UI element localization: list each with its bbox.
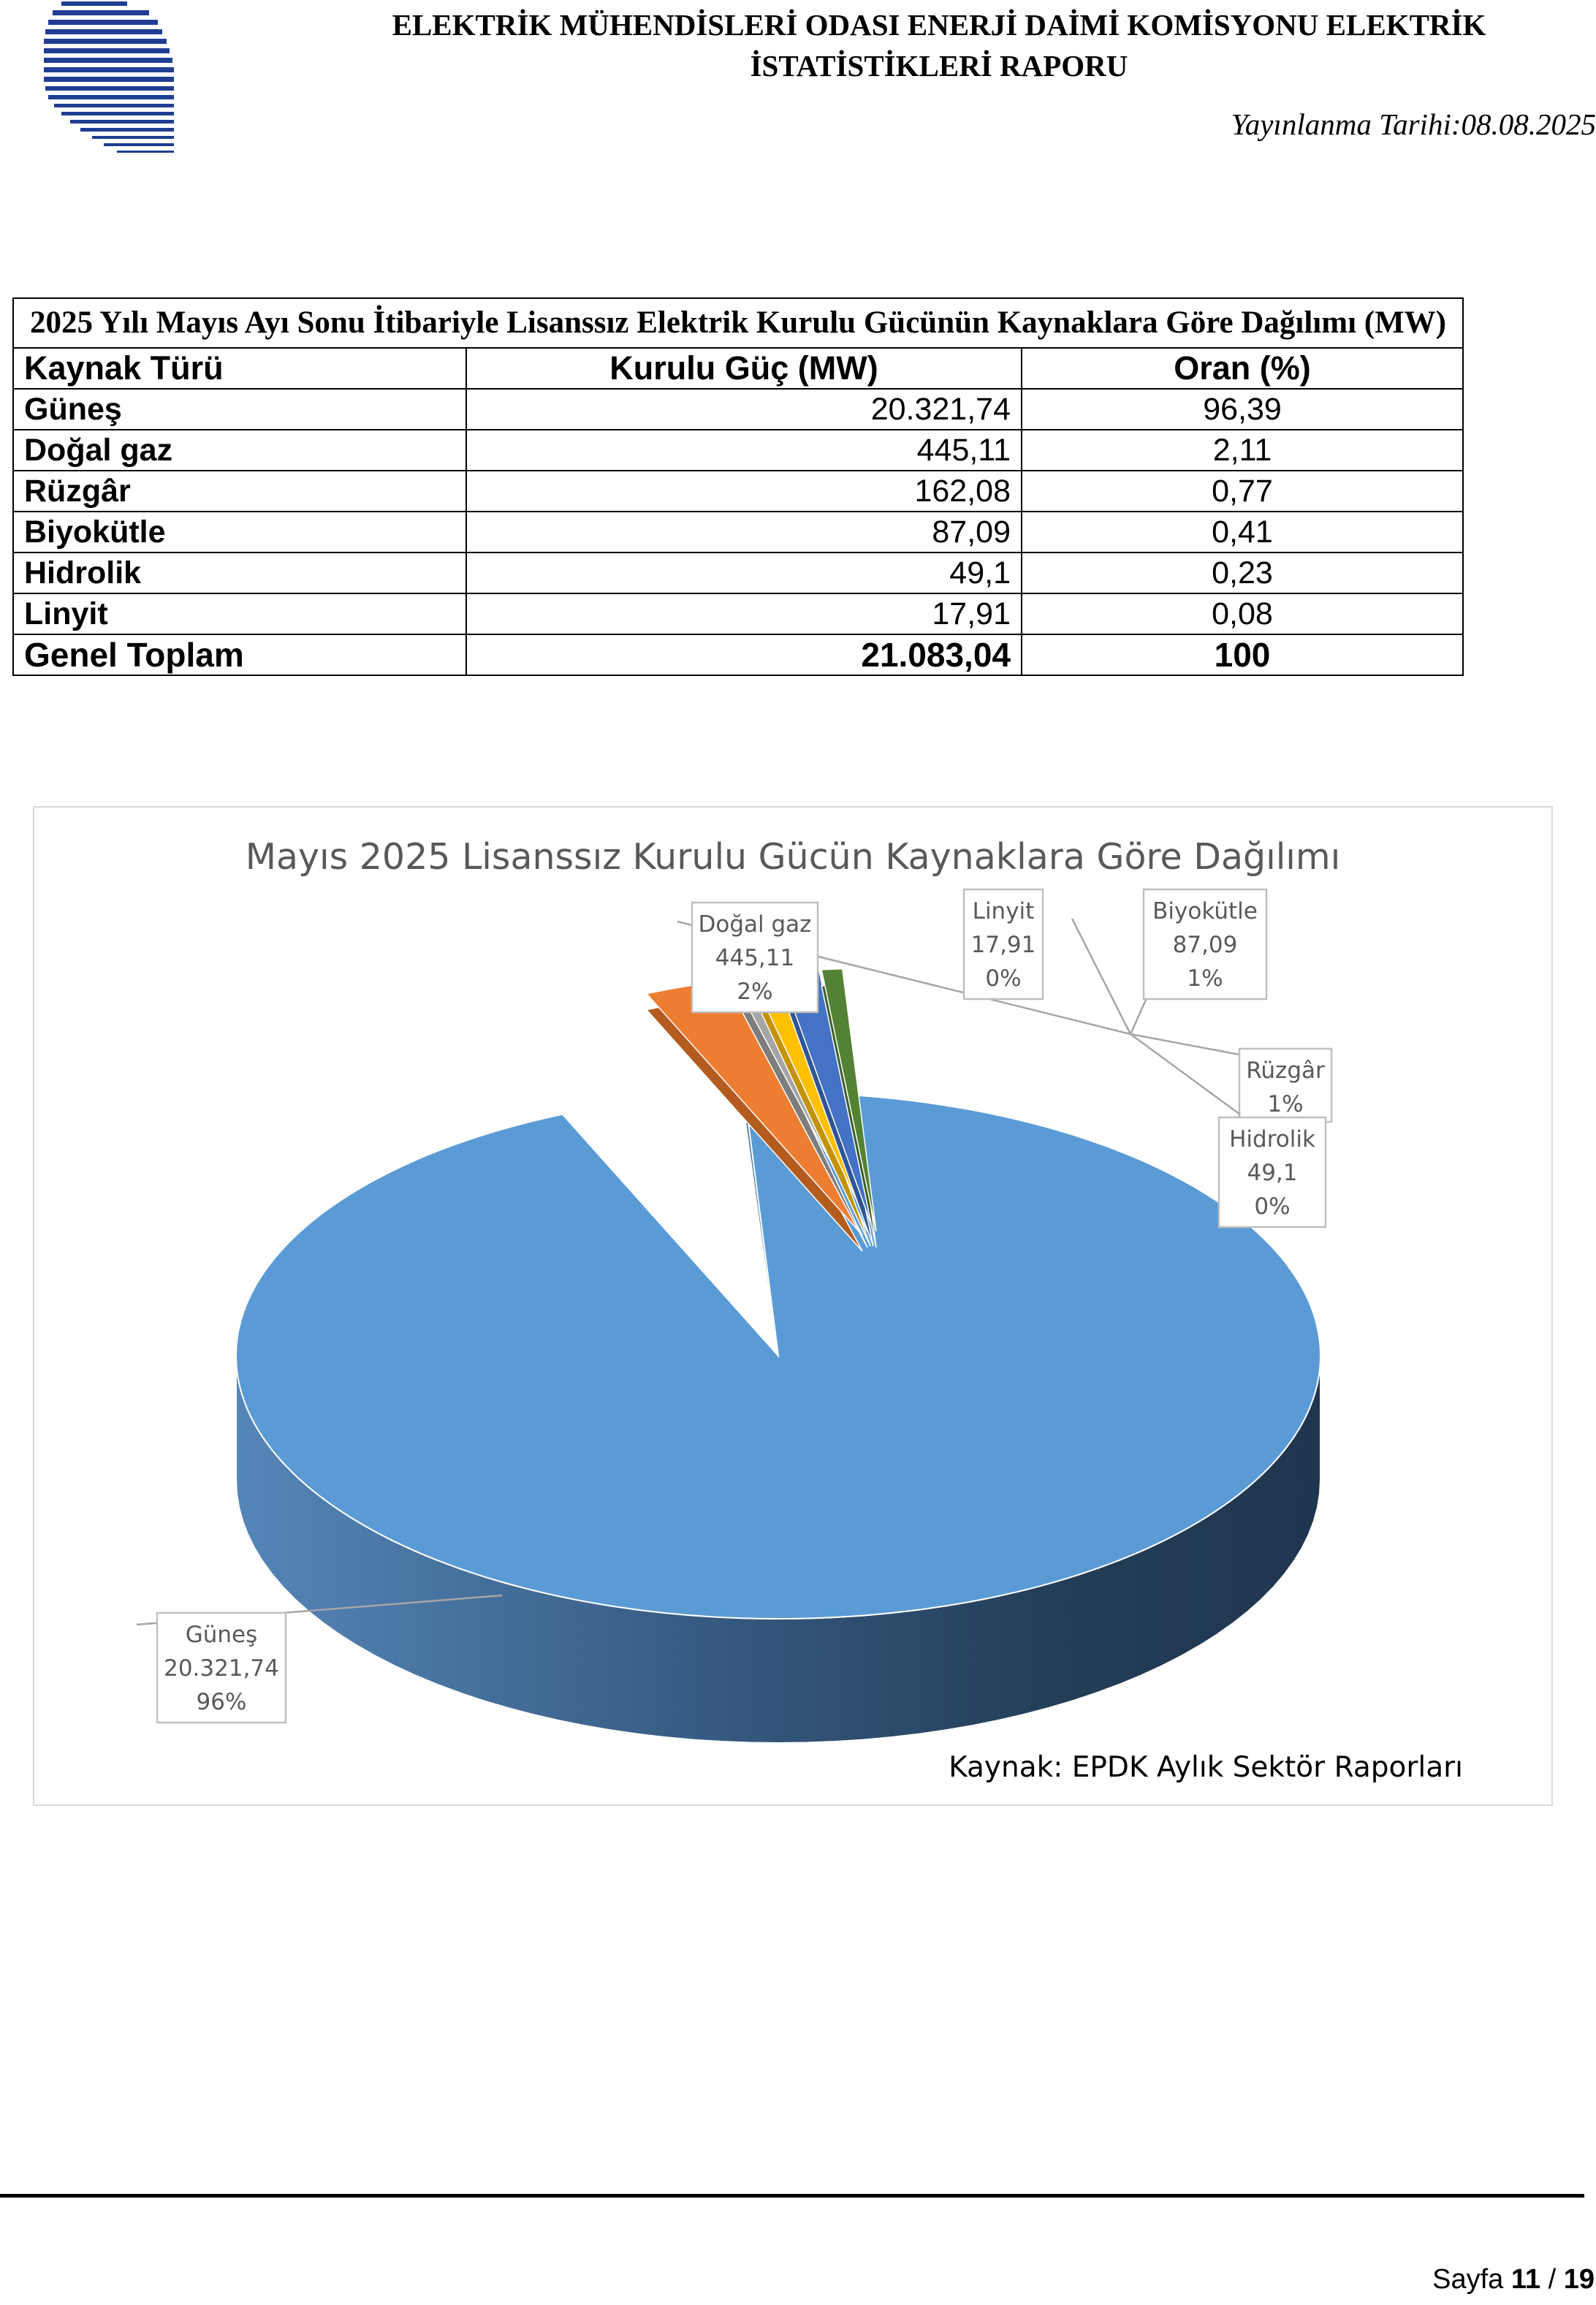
data-label-percent: 0% (1254, 1193, 1291, 1220)
cell-share: 0,23 (1022, 552, 1463, 593)
pie-slice-gunes (236, 1093, 1320, 1619)
leader-line (1072, 919, 1130, 1034)
cell-power: 20.321,74 (466, 389, 1022, 430)
data-label-value: 445,11 (715, 945, 795, 971)
page-separator: / (1548, 2264, 1557, 2295)
data-label-category: Hidrolik (1229, 1126, 1315, 1152)
capacity-table (12, 297, 1464, 676)
data-label-category: Biyokütle (1152, 898, 1258, 924)
data-label-category: Güneş (185, 1622, 258, 1648)
cell-share: 0,41 (1022, 512, 1463, 552)
cell-share: 100 (1022, 634, 1463, 675)
cell-source: Hidrolik (13, 552, 466, 593)
page-number (1432, 2264, 1595, 2295)
data-label-percent: 0% (985, 965, 1022, 992)
data-label-linyit (964, 889, 1130, 1034)
data-label-percent: 1% (1267, 1091, 1304, 1117)
publication-date: Yayınlanma Tarihi:08.08.2025 (1231, 107, 1596, 141)
cell-share: 2,11 (1022, 430, 1463, 471)
emo-logo (44, 0, 256, 168)
report-title: ELEKTRİK MÜHENDİSLERİ ODASI ENERJİ DAİMİ KOMİSYONU ELEKTRİK İSTATİSTİKLERİ RAPORU (392, 8, 1486, 83)
chart-source-note: Kaynak: EPDK Aylık Sektör Raporları (949, 1751, 1463, 1784)
leader-line (1130, 1034, 1255, 1057)
cell-source: Rüzgâr (13, 471, 466, 512)
table-row (13, 430, 1463, 471)
page-total: 19 (1563, 2264, 1595, 2295)
cell-power: 21.083,04 (466, 634, 1022, 675)
cell-share: 96,39 (1022, 389, 1463, 430)
column-header-power: Kurulu Güç (MW) (466, 348, 1022, 389)
data-label-value: 20.321,74 (164, 1655, 279, 1682)
cell-source: Güneş (13, 389, 466, 430)
table-row (13, 471, 1463, 512)
cell-power: 162,08 (466, 471, 1022, 512)
cell-share: 0,77 (1022, 471, 1463, 512)
data-label-value: 87,09 (1172, 932, 1238, 958)
cell-power: 445,11 (466, 430, 1022, 471)
data-label-percent: 96% (196, 1689, 247, 1715)
cell-source: Genel Toplam (13, 634, 466, 675)
cell-power: 87,09 (466, 512, 1022, 552)
data-label-biyok-tle (1130, 889, 1266, 1034)
page-current: 11 (1510, 2264, 1541, 2295)
pie-chart-frame (33, 806, 1553, 1806)
cell-power: 17,91 (466, 593, 1022, 634)
table-row (13, 389, 1463, 430)
data-label-category: Rüzgâr (1246, 1057, 1325, 1084)
table-header-row (13, 348, 1463, 389)
cell-share: 0,08 (1022, 593, 1463, 634)
cell-source: Doğal gaz (13, 430, 466, 471)
cell-source: Linyit (13, 593, 466, 634)
footer-rule (0, 2194, 1584, 2198)
pie-chart (34, 808, 1551, 1804)
chart-title: Mayıs 2025 Lisanssız Kurulu Gücün Kaynaklara Göre Dağılımı (245, 836, 1341, 878)
table-row (13, 512, 1463, 552)
column-header-share: Oran (%) (1022, 348, 1463, 389)
page-prefix: Sayfa (1432, 2264, 1504, 2295)
data-label-value: 49,1 (1247, 1160, 1298, 1186)
table-row (13, 552, 1463, 593)
column-header-source: Kaynak Türü (13, 348, 466, 389)
table-row (13, 593, 1463, 634)
cell-power: 49,1 (466, 552, 1022, 593)
data-label-percent: 2% (737, 979, 773, 1005)
leader-line (1130, 1034, 1240, 1114)
cell-source: Biyokütle (13, 512, 466, 552)
data-label-value: 17,91 (970, 932, 1036, 958)
table-caption: 2025 Yılı Mayıs Ayı Sonu İtibariyle Lisanssız Elektrik Kurulu Gücünün Kaynaklara Göre Dağılımı (MW) (12, 297, 1464, 347)
data-label-percent: 1% (1187, 965, 1223, 992)
data-label-category: Linyit (972, 898, 1035, 924)
data-label-category: Doğal gaz (698, 911, 812, 938)
table-total-row (13, 634, 1463, 675)
